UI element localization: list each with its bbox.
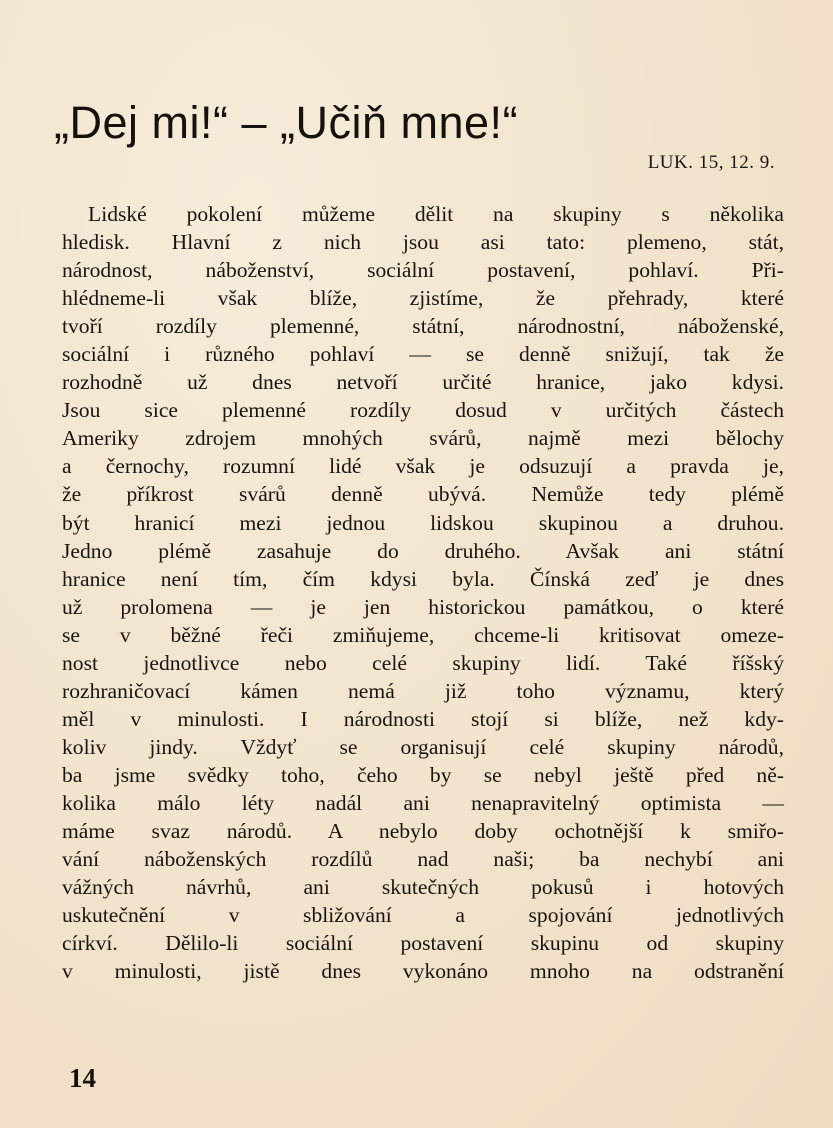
text-line: tvoří rozdíly plemenné, státní, národnostní, náboženské, [62,314,784,339]
text-line: národnost, náboženství, sociální postavení, pohlaví. Při- [62,258,784,283]
bible-reference: LUK. 15, 12. 9. [647,152,775,173]
text-line: vážných návrhů, ani skutečných pokusů i hotových [62,875,784,900]
text-line: sociální i různého pohlaví — se denně snižují, tak že [62,342,784,367]
page-number: 14 [69,1063,96,1093]
text-line: vání náboženských rozdílů nad naši; ba nechybí ani [62,847,784,872]
text-line: že příkrost svárů denně ubývá. Nemůže tedy plémě [62,482,784,507]
text-line: Jsou sice plemenné rozdíly dosud v určitých částech [62,398,784,423]
text-line: se v běžné řeči zmiňujeme, chceme-li kritisovat omeze- [62,622,784,647]
text-line: ba jsme svědky toho, čeho by se nebyl ještě před ně- [62,762,784,787]
body-paragraph [62,200,784,985]
text-line: církví. Dělilo-li sociální postavení skupinu od skupiny [62,931,784,956]
text-line: Ameriky zdrojem mnohých svárů, najmě mezi bělochy [62,426,784,451]
text-line: hledisk. Hlavní z nich jsou asi tato: plemeno, stát, [62,230,784,255]
text-line: koliv jindy. Vždyť se organisují celé skupiny národů, [62,734,784,759]
text-line: Jedno plémě zasahuje do druhého. Avšak ani státní [62,538,784,563]
text-line: kolika málo léty nadál ani nenapravitelný optimista — [62,790,784,815]
text-line: v minulosti, jistě dnes vykonáno mnoho na odstranění [62,959,784,984]
text-line: nost jednotlivce nebo celé skupiny lidí. Také říšský [62,650,784,675]
text-line: rozhodně už dnes netvoří určité hranice, jako kdysi. [62,370,784,395]
text-line: uskutečnění v sbližování a spojování jednotlivých [62,903,784,928]
text-line: hranice není tím, čím kdysi byla. Čínská zeď je dnes [62,566,784,591]
text-line: už prolomena — je jen historickou památkou, o které [62,594,784,619]
chapter-title: „Dej mi!“ – „Učiň mne!“ [54,97,519,148]
text-line: měl v minulosti. I národnosti stojí si blíže, než kdy- [62,706,784,731]
text-line: být hranicí mezi jednou lidskou skupinou a druhou. [62,510,784,535]
text-line: máme svaz národů. A nebylo doby ochotnější k smiřo- [62,819,784,844]
text-line: Lidské pokolení můžeme dělit na skupiny s několika [88,202,784,226]
text-line: a černochy, rozumní lidé však je odsuzují a pravda je, [62,454,784,479]
text-line: rozhraničovací kámen nemá již toho významu, který [62,678,784,703]
text-line: hlédneme-li však blíže, zjistíme, že přehrady, které [62,286,784,311]
